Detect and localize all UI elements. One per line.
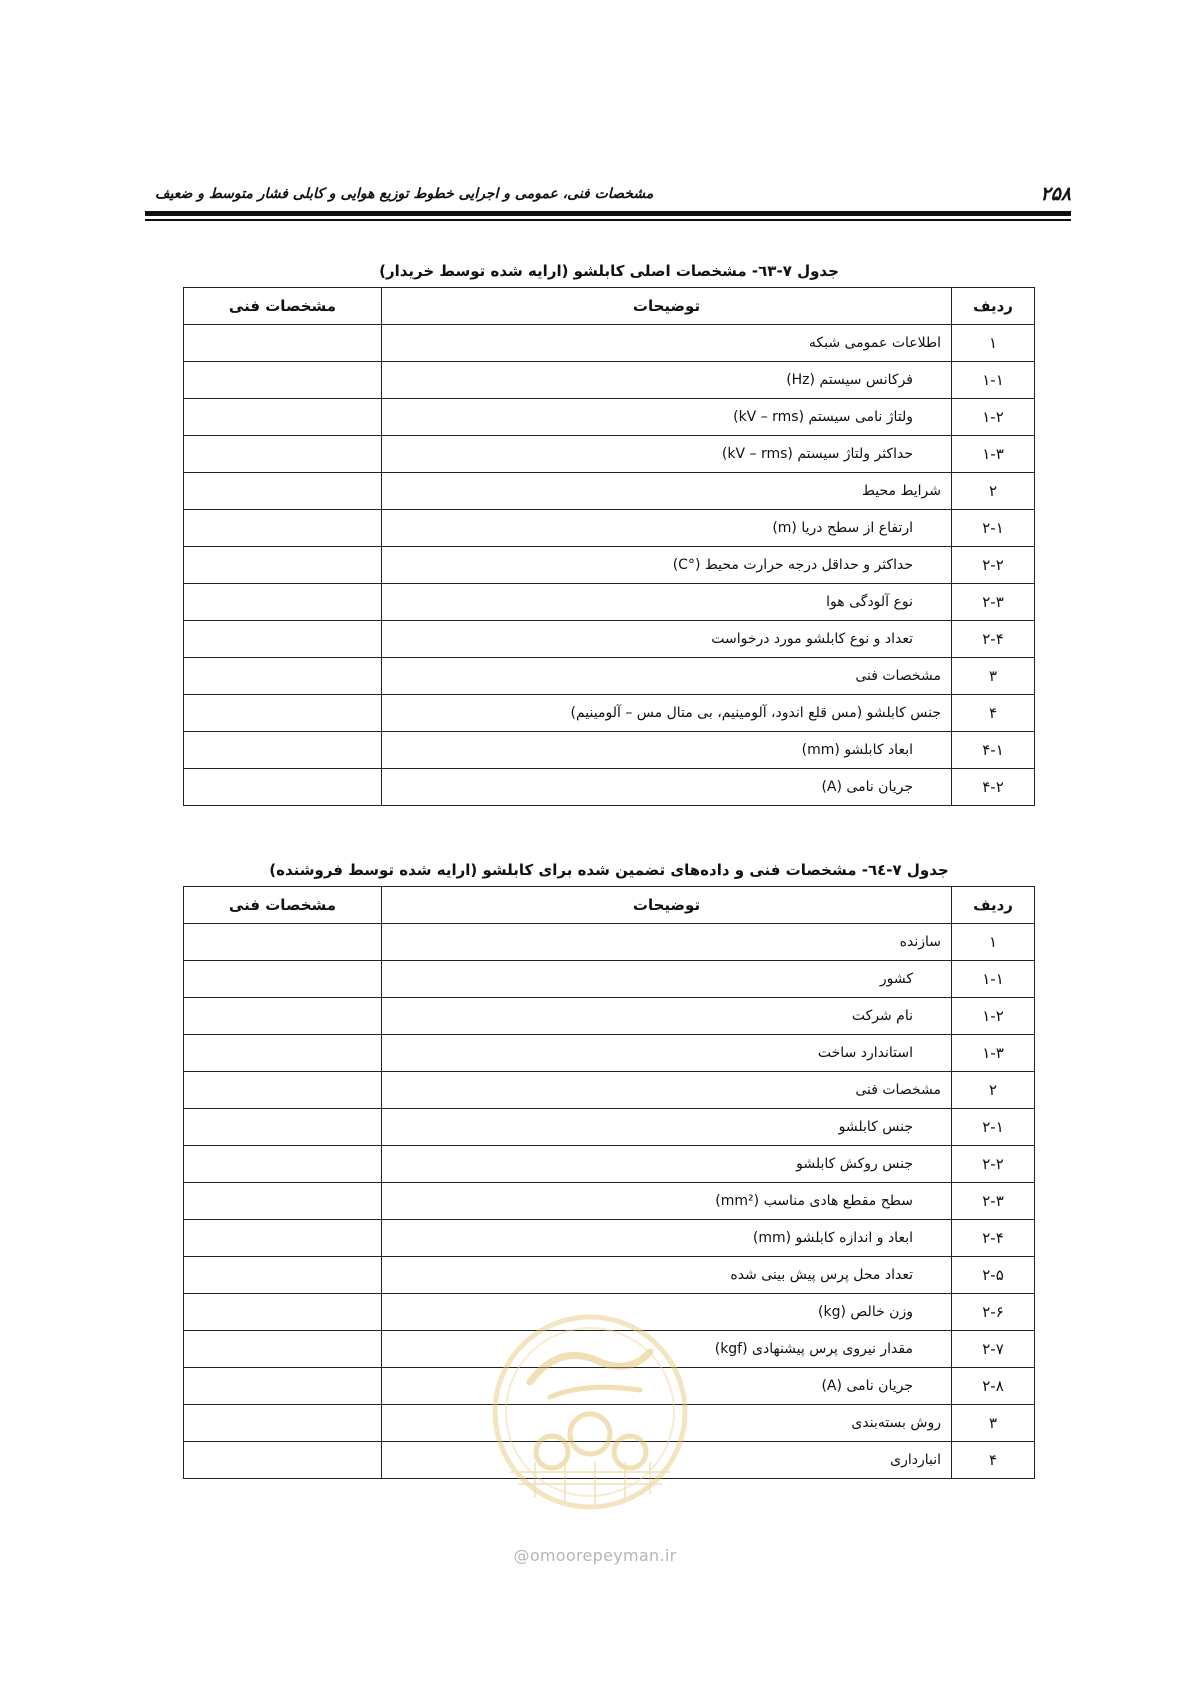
row-number: ۲-۱ <box>952 510 1035 547</box>
table-row <box>184 695 1035 732</box>
row-value-cell[interactable] <box>184 658 382 695</box>
table-row <box>184 436 1035 473</box>
row-description: کشور <box>382 961 952 998</box>
table-row <box>184 473 1035 510</box>
row-value-cell[interactable] <box>184 584 382 621</box>
row-number: ۱-۳ <box>952 436 1035 473</box>
table-row <box>184 1035 1035 1072</box>
row-number: ۴-۲ <box>952 769 1035 806</box>
table-row <box>184 362 1035 399</box>
row-value-cell[interactable] <box>184 732 382 769</box>
row-number: ۲ <box>952 1072 1035 1109</box>
header-rule-thick <box>145 211 1071 216</box>
table-row <box>184 1220 1035 1257</box>
row-description: مقدار نیروی پرس پیشنهادی (kgf) <box>382 1331 952 1368</box>
row-description: اطلاعات عمومی شبکه <box>382 325 952 362</box>
row-number: ۲-۵ <box>952 1257 1035 1294</box>
row-number: ۳ <box>952 658 1035 695</box>
row-description: ارتفاع از سطح دریا (m) <box>382 510 952 547</box>
table2-caption: جدول ۷-٦٤- مشخصات فنی و داده‌های تضمین شده برای کابلشو (ارایه شده توسط فروشنده) <box>269 861 949 879</box>
row-description: سطح مقطع هادی مناسب (mm²) <box>382 1183 952 1220</box>
header-rule-thin <box>145 219 1071 221</box>
row-value-cell[interactable] <box>184 1072 382 1109</box>
header-num: ردیف <box>952 288 1035 325</box>
table-row <box>184 1109 1035 1146</box>
page-header <box>145 183 1071 209</box>
row-number: ۲-۸ <box>952 1368 1035 1405</box>
row-value-cell[interactable] <box>184 998 382 1035</box>
table-row <box>184 399 1035 436</box>
row-value-cell[interactable] <box>184 510 382 547</box>
table-row <box>184 924 1035 961</box>
row-value-cell[interactable] <box>184 325 382 362</box>
header-desc: توضیحات <box>382 887 952 924</box>
row-description: استاندارد ساخت <box>382 1035 952 1072</box>
row-description: ابعاد کابلشو (mm) <box>382 732 952 769</box>
row-number: ۴-۱ <box>952 732 1035 769</box>
header-val: مشخصات فنی <box>184 887 382 924</box>
row-value-cell[interactable] <box>184 1183 382 1220</box>
row-number: ۱-۱ <box>952 961 1035 998</box>
row-value-cell[interactable] <box>184 547 382 584</box>
row-description: جنس کابلشو <box>382 1109 952 1146</box>
row-description: فرکانس سیستم (Hz) <box>382 362 952 399</box>
row-number: ۲-۶ <box>952 1294 1035 1331</box>
header-num: ردیف <box>952 887 1035 924</box>
table1-body <box>184 325 1035 806</box>
table-row <box>184 584 1035 621</box>
watermark-site: @omoorepeyman.ir <box>513 1546 677 1565</box>
row-value-cell[interactable] <box>184 695 382 732</box>
row-description: نام شرکت <box>382 998 952 1035</box>
table2-header-row <box>184 887 1035 924</box>
row-description: نوع آلودگی هوا <box>382 584 952 621</box>
row-description: حداکثر و حداقل درجه حرارت محیط (°C) <box>382 547 952 584</box>
row-description: جریان نامی (A) <box>382 1368 952 1405</box>
row-number: ۲-۷ <box>952 1331 1035 1368</box>
row-description: تعداد محل پرس پیش بینی شده <box>382 1257 952 1294</box>
table-row <box>184 1257 1035 1294</box>
row-description: حداکثر ولتاژ سیستم (kV – rms) <box>382 436 952 473</box>
watermark-logo <box>490 1312 690 1512</box>
row-number: ۱ <box>952 924 1035 961</box>
header-desc: توضیحات <box>382 288 952 325</box>
row-description: مشخصات فنی <box>382 658 952 695</box>
table-row <box>184 732 1035 769</box>
row-description: جنس کابلشو (مس قلع اندود، آلومینیم، بی متال مس – آلومینیم) <box>382 695 952 732</box>
row-description: ولتاژ نامی سیستم (kV – rms) <box>382 399 952 436</box>
row-number: ۱-۳ <box>952 1035 1035 1072</box>
row-value-cell[interactable] <box>184 436 382 473</box>
row-number: ۲-۳ <box>952 1183 1035 1220</box>
row-value-cell[interactable] <box>184 1109 382 1146</box>
row-number: ۳ <box>952 1405 1035 1442</box>
table-row <box>184 1183 1035 1220</box>
table-row <box>184 961 1035 998</box>
row-number: ۲-۴ <box>952 621 1035 658</box>
row-value-cell[interactable] <box>184 1368 382 1405</box>
row-number: ۱ <box>952 325 1035 362</box>
row-value-cell[interactable] <box>184 1146 382 1183</box>
row-number: ۲-۱ <box>952 1109 1035 1146</box>
row-description: جنس روکش کابلشو <box>382 1146 952 1183</box>
row-value-cell[interactable] <box>184 399 382 436</box>
row-value-cell[interactable] <box>184 1294 382 1331</box>
row-description: ابعاد و اندازه کابلشو (mm) <box>382 1220 952 1257</box>
table-row <box>184 510 1035 547</box>
row-value-cell[interactable] <box>184 473 382 510</box>
row-value-cell[interactable] <box>184 621 382 658</box>
row-description: تعداد و نوع کابلشو مورد درخواست <box>382 621 952 658</box>
table-row <box>184 325 1035 362</box>
row-number: ۲-۳ <box>952 584 1035 621</box>
header-val: مشخصات فنی <box>184 288 382 325</box>
row-description: وزن خالص (kg) <box>382 1294 952 1331</box>
table1-header-row <box>184 288 1035 325</box>
table1-caption: جدول ۷-٦٣- مشخصات اصلی کابلشو (ارایه شده توسط خریدار) <box>379 262 839 280</box>
row-description: انبارداری <box>382 1442 952 1479</box>
running-title: مشخصات فنی، عمومی و اجرایی خطوط توزیع هوایی و کابلی فشار متوسط و ضعیف <box>155 186 654 202</box>
row-number: ۱-۱ <box>952 362 1035 399</box>
row-value-cell[interactable] <box>184 1035 382 1072</box>
row-description: سازنده <box>382 924 952 961</box>
row-number: ۱-۲ <box>952 998 1035 1035</box>
row-value-cell[interactable] <box>184 1442 382 1479</box>
table-row <box>184 769 1035 806</box>
row-value-cell[interactable] <box>184 961 382 998</box>
row-value-cell[interactable] <box>184 924 382 961</box>
table-row <box>184 658 1035 695</box>
table-row <box>184 998 1035 1035</box>
row-value-cell[interactable] <box>184 1331 382 1368</box>
row-description: روش بسته‌بندی <box>382 1405 952 1442</box>
row-value-cell[interactable] <box>184 1220 382 1257</box>
row-value-cell[interactable] <box>184 769 382 806</box>
table1 <box>183 287 1035 806</box>
page-number: ۲۵۸ <box>1040 183 1071 205</box>
row-number: ۴ <box>952 1442 1035 1479</box>
table-row <box>184 1146 1035 1183</box>
row-description: جریان نامی (A) <box>382 769 952 806</box>
table-row <box>184 547 1035 584</box>
row-value-cell[interactable] <box>184 1405 382 1442</box>
row-value-cell[interactable] <box>184 362 382 399</box>
row-description: شرایط محیط <box>382 473 952 510</box>
table-row <box>184 621 1035 658</box>
table-row <box>184 1072 1035 1109</box>
row-number: ۲-۲ <box>952 1146 1035 1183</box>
row-description: مشخصات فنی <box>382 1072 952 1109</box>
row-number: ۴ <box>952 695 1035 732</box>
row-number: ۲-۴ <box>952 1220 1035 1257</box>
row-number: ۲ <box>952 473 1035 510</box>
row-number: ۲-۲ <box>952 547 1035 584</box>
row-value-cell[interactable] <box>184 1257 382 1294</box>
row-number: ۱-۲ <box>952 399 1035 436</box>
